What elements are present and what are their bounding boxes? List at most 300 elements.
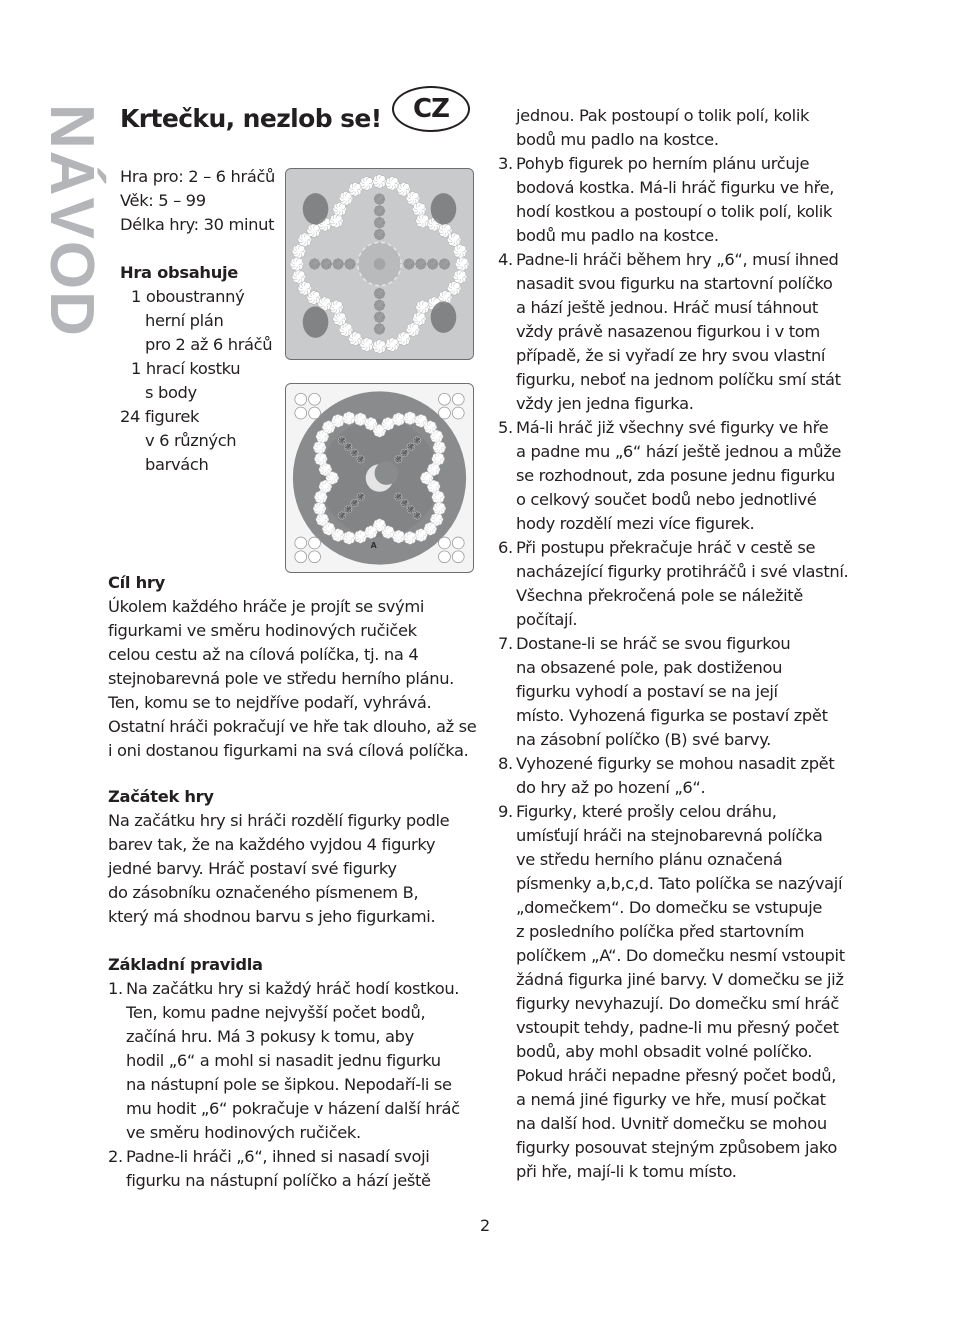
field-center [326, 527, 330, 531]
rule-item [498, 752, 848, 800]
field-center [419, 262, 423, 266]
board-home-field [374, 217, 385, 228]
field-center [348, 262, 352, 266]
board-home-field [407, 505, 415, 513]
reserve-field [309, 537, 321, 549]
board-track-field [292, 270, 306, 284]
field-center [302, 286, 307, 291]
board-character [303, 306, 329, 337]
rule-line: o celkový součet bodů nebo jednotlivé [516, 490, 817, 509]
field-center [359, 495, 362, 498]
board-home-field [401, 499, 409, 507]
rule-line: na nástupní pole se šipkou. Nepodaří-li se [126, 1075, 452, 1094]
rule-item [498, 152, 848, 248]
info-age: Věk: 5 – 99 [120, 191, 206, 210]
rule-line: umísťují hráči na stejnobarevná políčka [516, 826, 823, 845]
field-center [334, 218, 339, 223]
info-duration: Délka hry: 30 minut [120, 215, 275, 234]
board-track-field [427, 463, 440, 476]
field-center [296, 274, 301, 279]
rules-list-left [108, 977, 460, 1193]
rule-line: písmenky a,b,c,d. Tato políčka se nazývají [516, 874, 843, 893]
board-track-field [373, 340, 387, 354]
reserve-field [439, 551, 451, 563]
reserve-field [452, 407, 464, 419]
rule-line: na obsazené pole, pak dostiženou [516, 658, 783, 677]
start-heading: Začátek hry [108, 787, 214, 806]
board-track-field [360, 177, 374, 191]
board-home-field [357, 493, 365, 501]
field-center [437, 506, 441, 510]
field-center [294, 262, 299, 267]
rule-line: Při postupu překračuje hráč v cestě se [516, 538, 816, 557]
rule-line: hodí kostkou a postoupí o tolik polí, kolik [516, 202, 832, 221]
board-track-field [453, 244, 467, 258]
start-line: barev tak, že na každého vyjdou 4 figurky [108, 835, 436, 854]
board-home-field [374, 288, 385, 299]
field-center [428, 527, 432, 531]
field-center [396, 417, 400, 421]
goal-line: figurkami ve směru hodinových ručiček [108, 621, 417, 640]
rule-line: hodil „6“ a mohl si nasadit jednu figurku [126, 1051, 441, 1070]
reserve-field [452, 551, 464, 563]
field-center [434, 434, 438, 438]
rules-right-column [498, 104, 848, 1184]
rule-2-continuation [498, 104, 848, 152]
rule-line: Všechna překročená pole se náležitě [516, 586, 803, 605]
rule-line: místo. Vyhozená figurka se postaví zpět [516, 706, 828, 725]
game-info [120, 165, 275, 237]
board-track-field [290, 257, 304, 271]
field-center [420, 305, 425, 310]
board-home-field [404, 259, 415, 270]
board-home-field [415, 259, 426, 270]
rule-line: Dostane-li se hráč se svou figurkou [516, 634, 791, 653]
field-center [458, 274, 463, 279]
field-center [378, 209, 382, 213]
board-home-field [333, 259, 344, 270]
field-center [408, 536, 412, 540]
contents-item: pro 2 až 6 hráčů [145, 335, 273, 354]
field-center [311, 295, 316, 300]
field-center [378, 292, 382, 296]
board-home-field [374, 312, 385, 323]
field-center [378, 303, 382, 307]
language-badge [392, 86, 470, 132]
field-center [409, 508, 412, 511]
contents-heading: Hra obsahuje [120, 263, 239, 282]
field-center [436, 457, 440, 461]
board-track-field [416, 214, 430, 228]
start-text [108, 809, 449, 929]
field-center [323, 484, 327, 488]
board-track-field [329, 214, 343, 228]
reserve-field [452, 537, 464, 549]
contents-item: 1 hrací kostku [131, 359, 241, 378]
field-center [416, 439, 419, 442]
rule-line: se rozhodnout, zda posune jednu figurku [516, 466, 835, 485]
board-track-field [343, 531, 356, 544]
section-goal [108, 571, 476, 763]
board-home-field [413, 436, 421, 444]
board-character [431, 301, 457, 332]
reserve-field [295, 551, 307, 563]
contents-section [120, 261, 272, 477]
field-center [417, 316, 422, 321]
rule-number: 7. [498, 634, 513, 653]
field-center [377, 179, 382, 184]
board-front-illustration [286, 169, 473, 359]
field-center [364, 342, 369, 347]
board-track-field [415, 529, 428, 542]
field-center [409, 445, 412, 448]
field-center [396, 534, 400, 538]
contents-item: 24 figurek [120, 407, 200, 426]
contents-item: herní plán [145, 311, 224, 330]
field-center [313, 262, 317, 266]
board-home-field [344, 505, 352, 513]
board-character [303, 193, 329, 224]
rule-item [498, 800, 848, 1184]
field-center [322, 301, 327, 306]
board-home-field [321, 259, 332, 270]
contents-item: 1 oboustranný [131, 287, 245, 306]
rule-line: figurku vyhodí a postaví se na její [516, 682, 778, 701]
field-center [317, 506, 321, 510]
contents-list [120, 285, 272, 477]
field-center [401, 336, 406, 341]
field-center [452, 286, 457, 291]
field-center [443, 295, 448, 300]
rule-line: do hry až po hození „6“. [516, 778, 706, 797]
rule-line: Padne-li hráči během hry „6“, musí ihned [516, 250, 839, 269]
field-center [319, 495, 323, 499]
field-center [417, 207, 422, 212]
rule-number: 5. [498, 418, 513, 437]
field-center [431, 467, 435, 471]
rule-item [108, 977, 460, 1145]
field-center [431, 262, 435, 266]
rule-line: figurky nevyhazují. Do domečku smí hráč [516, 994, 839, 1013]
board-track-field [314, 453, 327, 466]
field-center [323, 467, 327, 471]
field-center [353, 187, 358, 192]
rule-line: z posledního políčka před startovním [516, 922, 805, 941]
rule-line: počítají. [516, 610, 578, 629]
field-center [296, 249, 301, 254]
rule-line: a nemá jiné figurky ve hře, musí počkat [516, 1090, 826, 1109]
board-track-field [313, 502, 326, 515]
field-center [460, 262, 465, 267]
field-center [419, 419, 423, 423]
goal-line: stejnobarevná pole ve středu herního plánu. [108, 669, 454, 688]
field-center [458, 249, 463, 254]
board-home-field [413, 512, 421, 520]
rule-line: bodů, aby mohl obsadit volné políčko. [516, 1042, 813, 1061]
field-center [452, 237, 457, 242]
field-center [411, 327, 416, 332]
rule-line: případě, že si vyřadí ze hry svou vlastní [516, 346, 826, 365]
field-center [378, 197, 382, 201]
field-center [403, 502, 406, 505]
field-center [358, 534, 362, 538]
reserve-field [439, 407, 451, 419]
board-home-field [374, 324, 385, 335]
board-track-field [433, 502, 446, 515]
rule-number: 9. [498, 802, 513, 821]
field-center [443, 228, 448, 233]
board-track-field [455, 257, 469, 271]
rule-line: vždy jen jedna figurka. [516, 394, 694, 413]
board-center-dot [374, 258, 386, 270]
section-rules [108, 953, 460, 1193]
field-center [347, 445, 350, 448]
rule-number: 3. [498, 154, 513, 173]
field-center [434, 517, 438, 521]
field-center [378, 233, 382, 237]
field-center [377, 523, 381, 527]
language-badge-text: CZ [413, 94, 449, 124]
field-center [341, 514, 344, 517]
rule-number: 6. [498, 538, 513, 557]
info-players: Hra pro: 2 – 6 hráčů [120, 167, 276, 186]
field-center [408, 416, 412, 420]
rule-item [498, 416, 848, 536]
board-image-back [285, 383, 474, 573]
rule-line: Ten, komu padne nejvyšší počet bodů, [126, 1003, 426, 1022]
field-center [386, 530, 390, 534]
field-center [369, 530, 373, 534]
field-center [436, 495, 440, 499]
rule-line: Vyhozené figurky se mohou nasadit zpět [516, 754, 835, 773]
field-center [420, 218, 425, 223]
board-track-field [404, 531, 417, 544]
rule-number: 4. [498, 250, 513, 269]
field-center [428, 425, 432, 429]
board-home-field [351, 449, 359, 457]
reserve-field [295, 537, 307, 549]
start-line: jedné barvy. Hráč postaví své figurky [108, 859, 397, 878]
goal-line: Ten, komu se to nejdříve podaří, vyhrává. [108, 693, 432, 712]
rule-line: a padne mu „6“ hází ještě jednou a může [516, 442, 842, 461]
rule-line: při hře, mají-li k tomu místo. [516, 1162, 737, 1181]
field-center [341, 439, 344, 442]
reserve-field [309, 551, 321, 563]
board-home-field [345, 259, 356, 270]
rule-item [498, 248, 848, 416]
rule-line: Padne-li hráči „6“, ihned si nasadí svoji [126, 1147, 430, 1166]
field-center [344, 327, 349, 332]
board-home-field [394, 455, 402, 463]
field-center [344, 196, 349, 201]
page-title: Krtečku, nezlob se! [120, 104, 382, 133]
rule-number: 1. [108, 979, 123, 998]
field-center [390, 181, 395, 186]
board-track-field [313, 441, 326, 454]
field-center [416, 514, 419, 517]
field-center [334, 305, 339, 310]
side-label-text: NÁVOD [37, 104, 106, 338]
rule-line: Na začátku hry si každý hráč hodí kostkou. [126, 979, 460, 998]
board-home-field [427, 259, 438, 270]
board-home-field [401, 449, 409, 457]
board-track-field [432, 491, 445, 504]
rule-line: na zásobní políčko (B) své barvy. [516, 730, 772, 749]
contents-item: v 6 různých [145, 431, 237, 450]
start-field-label: A [370, 540, 377, 550]
field-center [337, 316, 342, 321]
rule-line: bodů mu padlo na kostce. [516, 226, 719, 245]
rules-list-right [498, 152, 848, 1184]
start-line: do zásobníku označeného písmenem B, [108, 883, 419, 902]
board-home-field [357, 455, 365, 463]
field-center [322, 222, 327, 227]
rule-number: 2. [108, 1147, 123, 1166]
field-center [336, 419, 340, 423]
rule-line: políčkem „A“. Do domečku nesmí vstoupit [516, 946, 845, 965]
start-line: Na začátku hry si hráči rozdělí figurky podle [108, 811, 450, 830]
board-track-field [329, 300, 343, 314]
board-back-illustration [286, 384, 473, 572]
field-center [324, 262, 328, 266]
rule-line: „domečkem“. Do domečku se vstupuje [516, 898, 823, 917]
board-track-field [354, 530, 367, 543]
field-center [431, 484, 435, 488]
field-center [401, 187, 406, 192]
board-track-field [343, 412, 356, 425]
rule-item [498, 632, 848, 752]
board-home-field [338, 512, 346, 520]
field-center [377, 429, 381, 433]
rule-line: Pohyb figurek po herním plánu určuje [516, 154, 810, 173]
goal-line: Ostatní hráči pokračují ve hře tak dlouho, až se [108, 717, 477, 736]
board-home-field [309, 259, 320, 270]
field-center [397, 458, 400, 461]
rule-line: mu hodit „6“ pokračuje v házení další hráč [126, 1099, 460, 1118]
rule-item [108, 1145, 460, 1193]
field-center [390, 342, 395, 347]
board-home-field [338, 436, 346, 444]
board-track-field [433, 441, 446, 454]
rule-item [498, 536, 848, 632]
rule-line: ve středu herního plánu označená [516, 850, 783, 869]
rules-heading: Základní pravidla [108, 955, 263, 974]
field-center [311, 228, 316, 233]
board-track-field [333, 312, 347, 326]
field-center [437, 445, 441, 449]
field-center [397, 495, 400, 498]
field-center [317, 445, 321, 449]
field-center [353, 452, 356, 455]
field-center [319, 457, 323, 461]
field-center [378, 221, 382, 225]
rule-line: figurku na nástupní políčko a hází ještě [126, 1171, 431, 1190]
rule-line: bodů mu padlo na kostce. [516, 130, 719, 149]
reserve-field [309, 393, 321, 405]
side-label-navod [37, 104, 106, 338]
board-home-field [374, 229, 385, 240]
field-center [320, 434, 324, 438]
goal-text [108, 595, 476, 763]
rule-line: a hází ještě jednou. Hráč musí táhnout [516, 298, 818, 317]
contents-item: s body [145, 383, 197, 402]
rule-line: Pokud hráči nepadne přesný počet bodů, [516, 1066, 837, 1085]
board-home-field [374, 205, 385, 216]
rule-line: figurku, neboť na jednom políčku smí stát [516, 370, 841, 389]
rule-line: žádná figurka jiné barvy. V domečku se již [516, 970, 844, 989]
board-image-front [285, 168, 474, 360]
field-center [378, 327, 382, 331]
field-center [359, 458, 362, 461]
page-number: 2 [480, 1216, 491, 1235]
rule-line: figurky posouvat stejným způsobem jako [516, 1138, 837, 1157]
field-center [378, 315, 382, 319]
field-center [411, 196, 416, 201]
rule-line: začíná hru. Má 3 pokusy k tomu, aby [126, 1027, 414, 1046]
rule-line: jednou. Pak postoupí o tolik polí, kolik [516, 106, 810, 125]
field-center [386, 422, 390, 426]
field-center [347, 416, 351, 420]
reserve-field [309, 407, 321, 419]
rule-line: vždy právě nasazenou figurkou i v tom [516, 322, 820, 341]
board-home-field [344, 443, 352, 451]
board-character [431, 193, 457, 224]
field-center [419, 533, 423, 537]
field-center [364, 181, 369, 186]
rule-line: Má-li hráč již všechny své figurky ve hře [516, 418, 829, 437]
board-home-field [394, 493, 402, 501]
board-home-field [351, 499, 359, 507]
rule-line: nacházející figurky protihráčů i své vlastní. [516, 562, 849, 581]
contents-item: barvách [145, 455, 209, 474]
field-center [320, 517, 324, 521]
start-line: který má shodnou barvu s jeho figurkami. [108, 907, 436, 926]
board-track-field [373, 174, 387, 188]
reserve-field [295, 407, 307, 419]
field-center [336, 533, 340, 537]
rule-line: bodová kostka. Má-li hráč figurku ve hře, [516, 178, 835, 197]
moon-shadow [375, 461, 399, 485]
board-home-field [374, 194, 385, 205]
board-track-field [392, 413, 405, 426]
goal-line: celou cestu až na cílová políčka, tj. na 4 [108, 645, 419, 664]
rule-line: nasadit svou figurku na startovní políčko [516, 274, 833, 293]
reserve-field [439, 393, 451, 405]
rule-line: vstoupit tehdy, padne-li mu přesný počet [516, 1018, 839, 1037]
field-center [403, 452, 406, 455]
rule-number: 8. [498, 754, 513, 773]
field-center [369, 422, 373, 426]
board-track-field [430, 430, 443, 443]
field-center [347, 536, 351, 540]
goal-line: i oni dostanou figurkami na svá cílová políčka. [108, 741, 469, 760]
rule-line: ve směru hodinových ručiček. [126, 1123, 361, 1142]
reserve-field [295, 393, 307, 405]
field-center [337, 207, 342, 212]
field-center [326, 425, 330, 429]
board-track-field [385, 338, 399, 352]
field-center [353, 336, 358, 341]
field-center [425, 476, 429, 480]
reserve-field [452, 393, 464, 405]
board-track-field [412, 202, 426, 216]
board-track-field [332, 414, 345, 427]
field-center [336, 262, 340, 266]
board-home-field [374, 300, 385, 311]
rule-line: Figurky, které prošly celou dráhu, [516, 802, 777, 821]
field-center [353, 502, 356, 505]
board-track-field [404, 412, 417, 425]
